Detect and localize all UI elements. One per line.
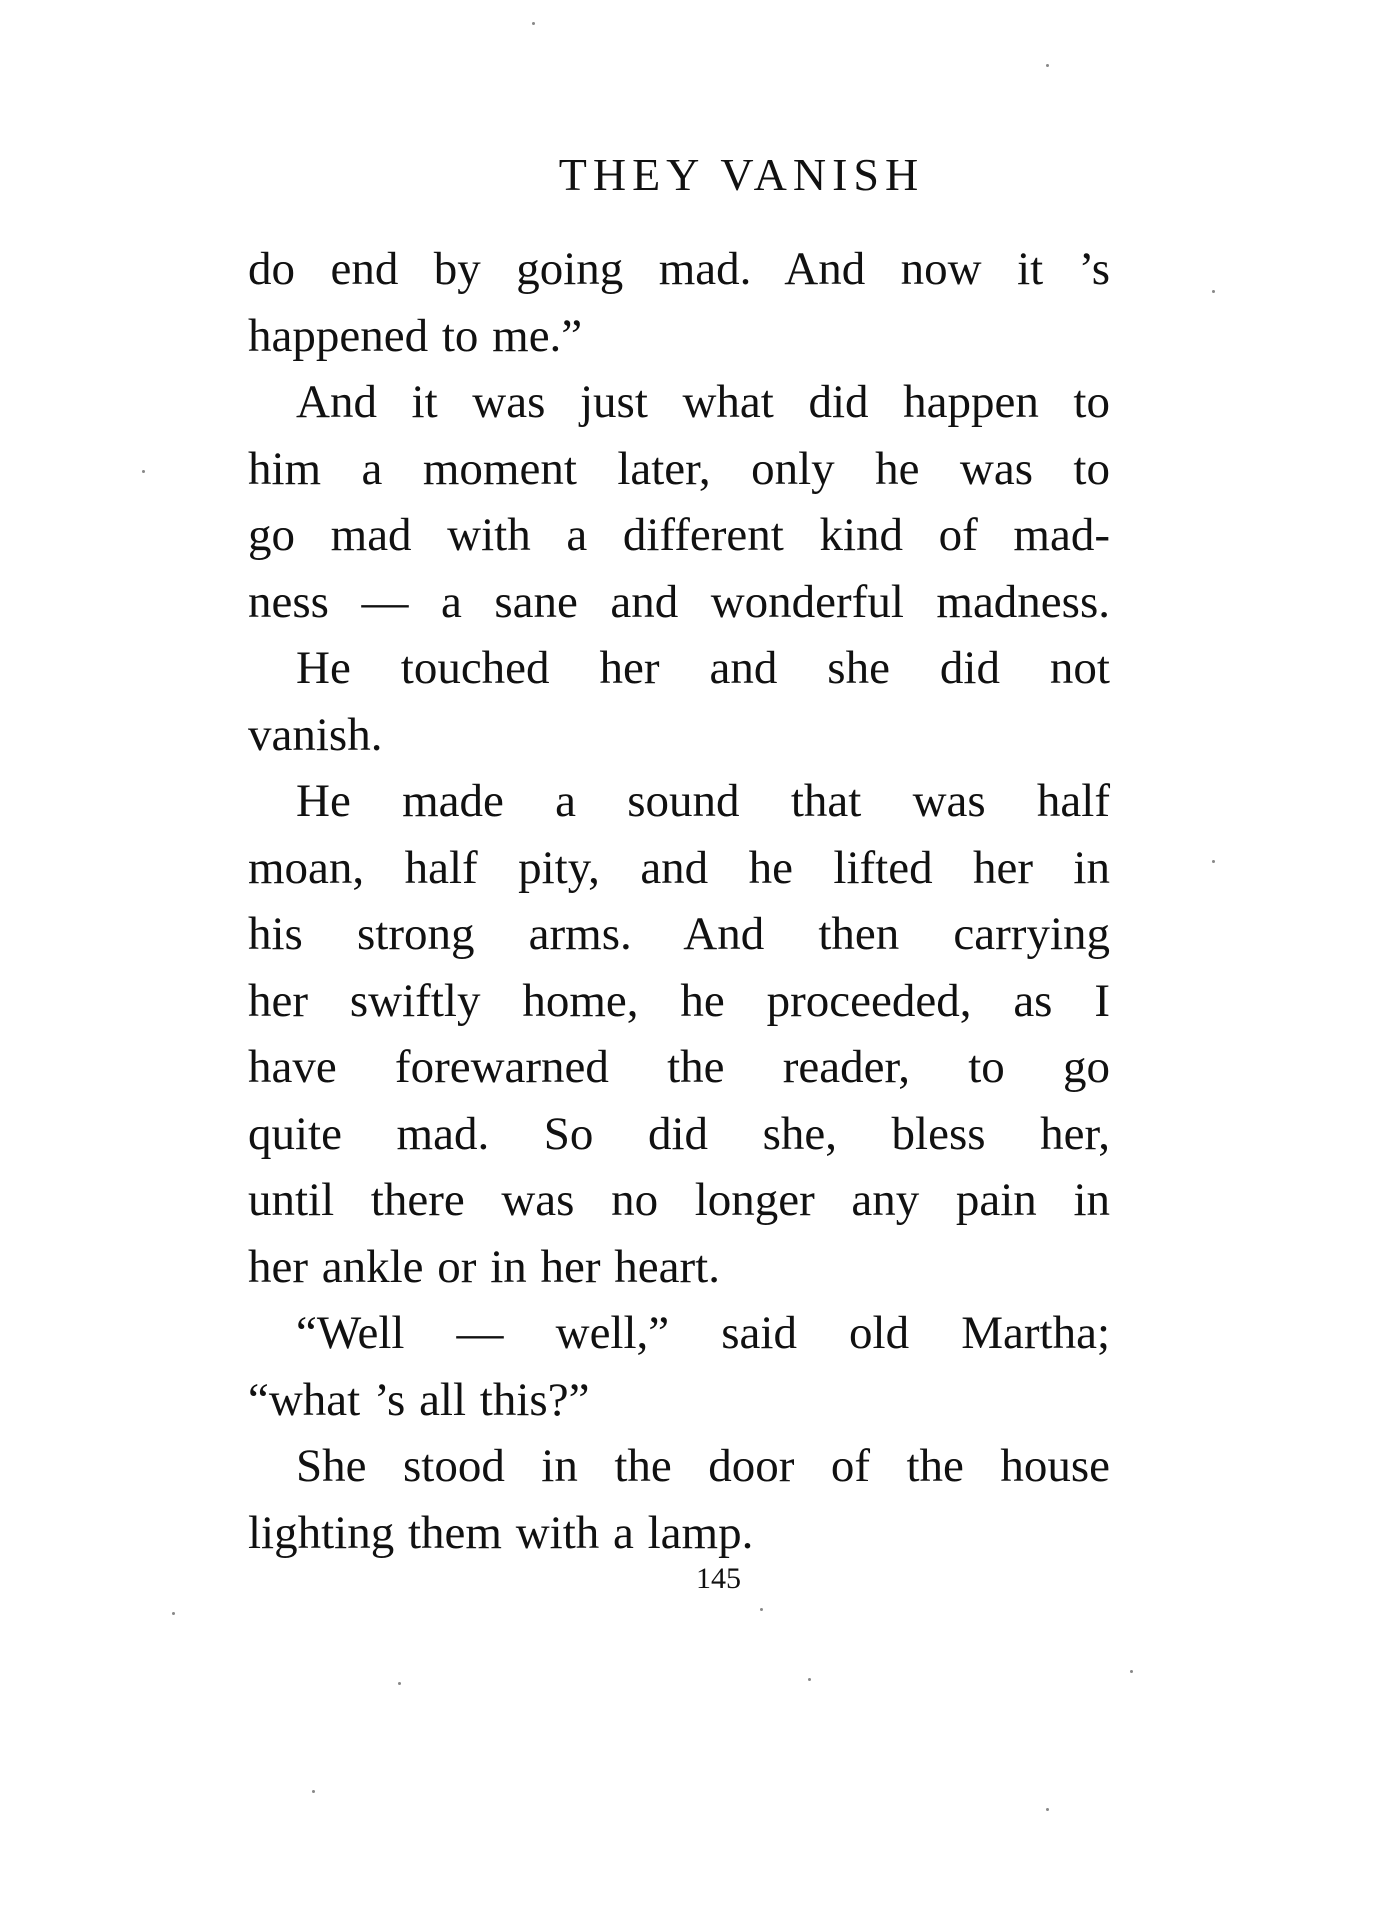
text-line: She stood in the door of the house <box>296 1440 1110 1492</box>
paper-speck <box>1046 64 1049 67</box>
text-line: his strong arms. And then carrying <box>248 908 1110 960</box>
page-number <box>0 1562 1393 1596</box>
text-line: He made a sound that was half <box>296 775 1110 827</box>
paper-speck <box>172 1612 175 1615</box>
text-line: have forewarned the reader, to go <box>248 1041 1110 1093</box>
text-line: go mad with a different kind of mad- <box>248 509 1110 561</box>
text-line: And it was just what did happen to <box>296 376 1110 428</box>
text-line: He touched her and she did not <box>296 642 1110 694</box>
text-line: her swiftly home, he proceeded, as I <box>248 974 1110 1027</box>
body-text <box>248 236 1110 1566</box>
text-line: “what ’s all this?” <box>248 1373 590 1426</box>
paper-speck <box>1212 860 1215 863</box>
text-line: do end by going mad. And now it ’s <box>248 243 1110 295</box>
paper-speck <box>1130 1670 1133 1673</box>
running-head-text: THEY VANISH <box>558 149 925 200</box>
paper-speck <box>1212 290 1215 293</box>
paper-speck <box>398 1682 401 1685</box>
page-number-text: 145 <box>696 1562 741 1595</box>
text-line: vanish. <box>248 708 383 761</box>
paper-speck <box>760 1608 763 1611</box>
text-line: lighting them with a lamp. <box>248 1506 754 1559</box>
text-line: ness — a sane and wonderful madness. <box>248 575 1110 628</box>
text-line: quite mad. So did she, bless her, <box>248 1107 1110 1160</box>
paper-speck <box>532 22 535 25</box>
text-line: until there was no longer any pain in <box>248 1174 1110 1226</box>
text-line: him a moment later, only he was to <box>248 442 1110 495</box>
paper-speck <box>808 1678 811 1681</box>
text-line: moan, half pity, and he lifted her in <box>248 841 1110 894</box>
running-head <box>0 148 1393 201</box>
paper-speck <box>142 470 145 473</box>
text-line: her ankle or in her heart. <box>248 1240 720 1293</box>
paper-speck <box>312 1790 315 1793</box>
text-line: happened to me.” <box>248 309 583 362</box>
text-line: “Well — well,” said old Martha; <box>296 1307 1110 1359</box>
paper-speck <box>1046 1808 1049 1811</box>
